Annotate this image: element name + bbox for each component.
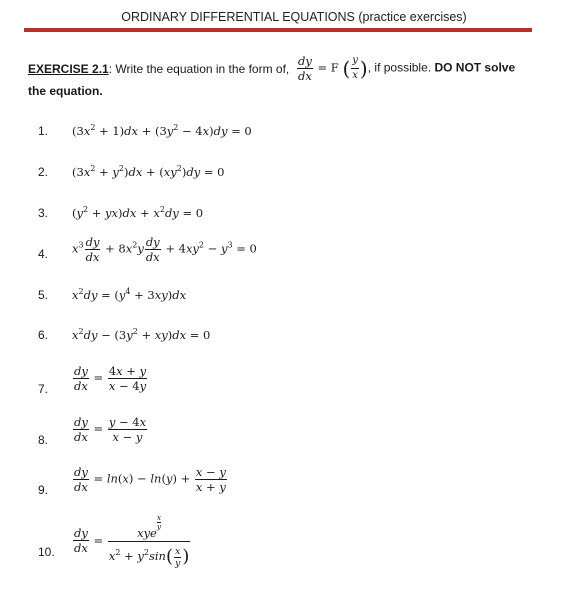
exercise-label: EXERCISE 2.1 <box>28 62 109 76</box>
equation-5: $x^2dy = (y^4 + 3xy)dx$ <box>72 287 187 302</box>
header-rule <box>24 28 532 32</box>
problem-number: 8. <box>38 433 49 447</box>
equation-4: $x^3$ $\frac{dy}{dx}$ + $8x^2y$ $\frac{dy}{dx}$ + $4xy^2 - y^3 = 0$ <box>72 235 257 264</box>
instruction-line-1: EXERCISE 2.1: Write the equation in the form of, <box>28 62 290 76</box>
problem-number: 4. <box>38 247 49 261</box>
instruction-line-2: the equation. <box>28 84 103 98</box>
equation-9: $\frac{dy}{dx}$ = ln(x) − ln(y) + $\frac{x - y}{x + y}$ <box>74 465 226 494</box>
target-form-formula: $\frac{dy}{dx}$ = F ( $\frac{y}{x}$ ), if possible. DO NOT solve <box>298 54 516 83</box>
problem-number: 3. <box>38 206 49 220</box>
equation-7: $\frac{dy}{dx}$ = $\frac{4x + y}{x - 4y}$ <box>74 364 147 393</box>
problem-number: 2. <box>38 165 49 179</box>
problem-number: 10. <box>38 545 55 559</box>
page-title: ORDINARY DIFFERENTIAL EQUATIONS (practice exercises) <box>121 10 467 24</box>
equation-2: $(3x^2 + y^2)dx + (xy^2)dy = 0$ <box>72 164 225 179</box>
equation-3: $(y^2 + yx)dx + x^2dy = 0$ <box>72 205 204 220</box>
equation-8: $\frac{dy}{dx}$ = $\frac{y - 4x}{x - y}$ <box>74 415 147 444</box>
problem-number: 7. <box>38 382 49 396</box>
problem-number: 1. <box>38 124 49 138</box>
equation-10: $\frac{dy}{dx}$ = xye $\frac{x}{y}$ $x^2 + y^2\sin$( $\frac{x}{y}$ ) <box>74 513 190 569</box>
problem-number: 9. <box>38 483 49 497</box>
instruction-text: Write the equation in the form of, <box>115 62 290 76</box>
equation-6: $x^2dy - (3y^2 + xy)dx = 0$ <box>72 327 211 342</box>
problem-number: 6. <box>38 328 49 342</box>
problem-number: 5. <box>38 288 49 302</box>
equation-1: $(3x^2 + 1)dx + (3y^2 - 4x)dy = 0$ <box>72 123 252 138</box>
